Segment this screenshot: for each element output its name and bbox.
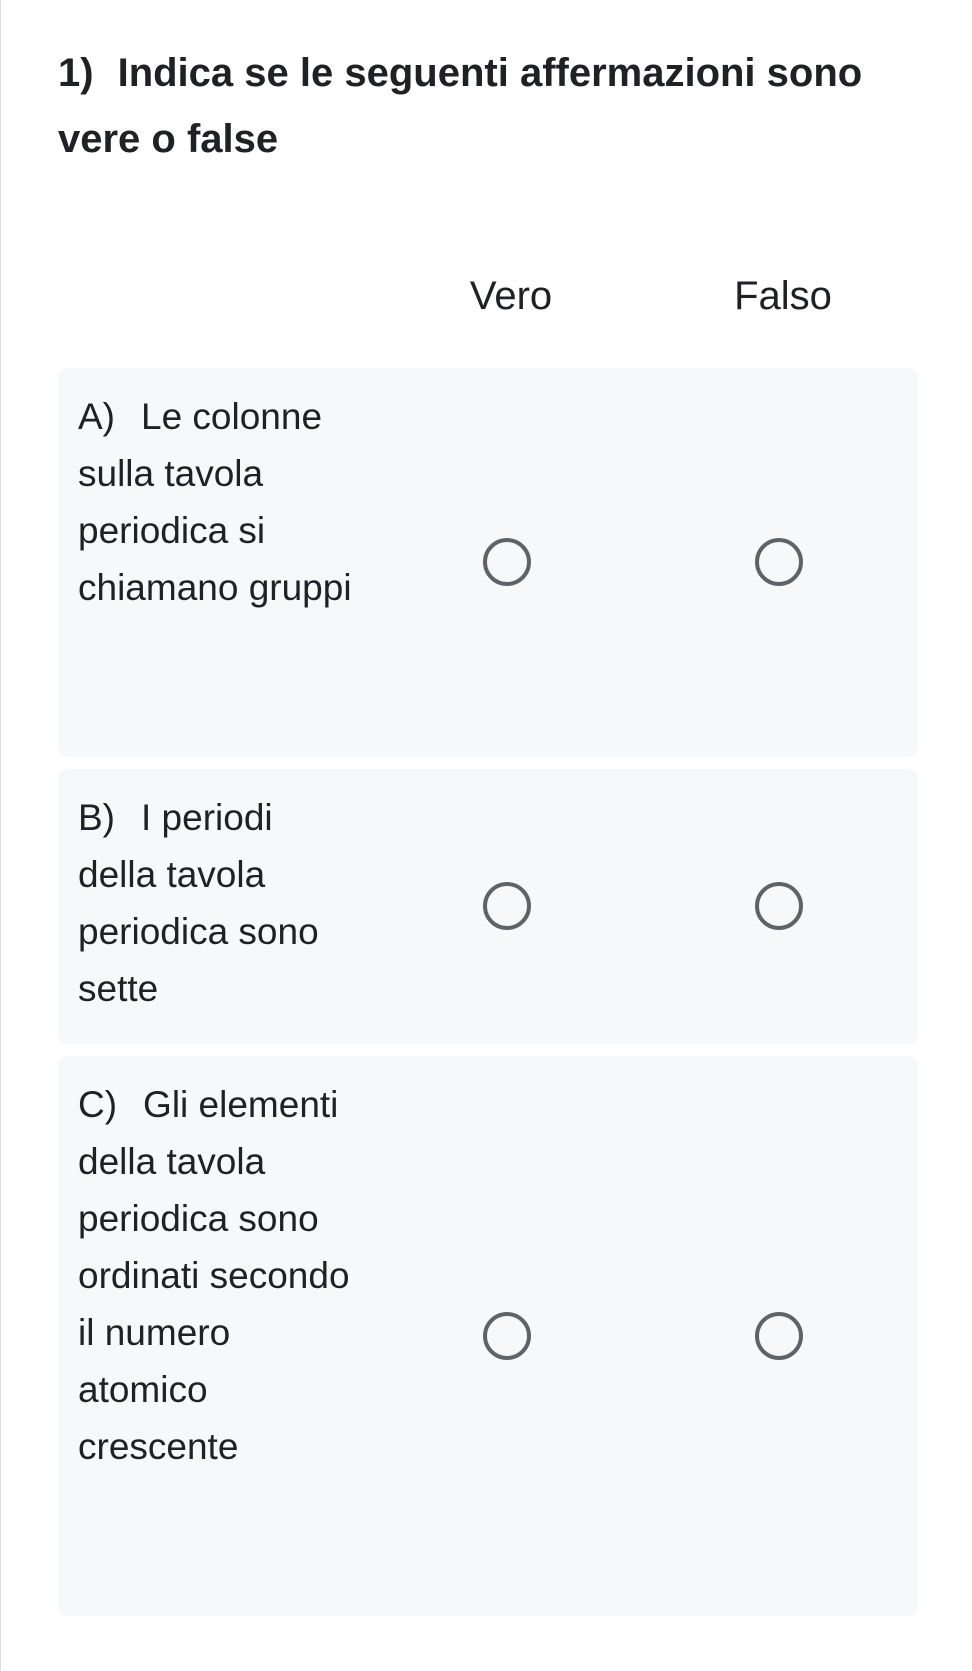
statement-row-c (58, 1056, 918, 1616)
statement-label-a (78, 388, 358, 616)
column-header-vero: Vero (469, 274, 553, 318)
statement-label-b (78, 789, 358, 1017)
page-left-border (0, 0, 1, 1671)
radio-b-vero[interactable] (483, 882, 531, 930)
statement-text-c: Gli elementi della tavola periodica sono ordinati secondo il numero atomico crescente (78, 1084, 350, 1467)
statement-letter-a: A) (78, 396, 115, 437)
question-number: 1) (58, 51, 94, 95)
column-header-falso: Falso (734, 274, 832, 318)
statement-text-a: Le colonne sulla tavola periodica si chiamano gruppi (78, 396, 352, 608)
statement-row-a (58, 368, 918, 757)
radio-b-falso[interactable] (755, 882, 803, 930)
radio-a-falso[interactable] (755, 538, 803, 586)
statement-text-b: I periodi della tavola periodica sono sette (78, 797, 319, 1009)
statement-letter-b: B) (78, 797, 115, 838)
statement-letter-c: C) (78, 1084, 118, 1125)
statement-row-b (58, 769, 918, 1044)
radio-c-falso[interactable] (755, 1312, 803, 1360)
radio-c-vero[interactable] (483, 1312, 531, 1360)
question-text: Indica se le seguenti affermazioni sono vere o false (58, 51, 863, 161)
radio-a-vero[interactable] (483, 538, 531, 586)
statement-label-c (78, 1076, 358, 1475)
question-title (58, 40, 888, 172)
